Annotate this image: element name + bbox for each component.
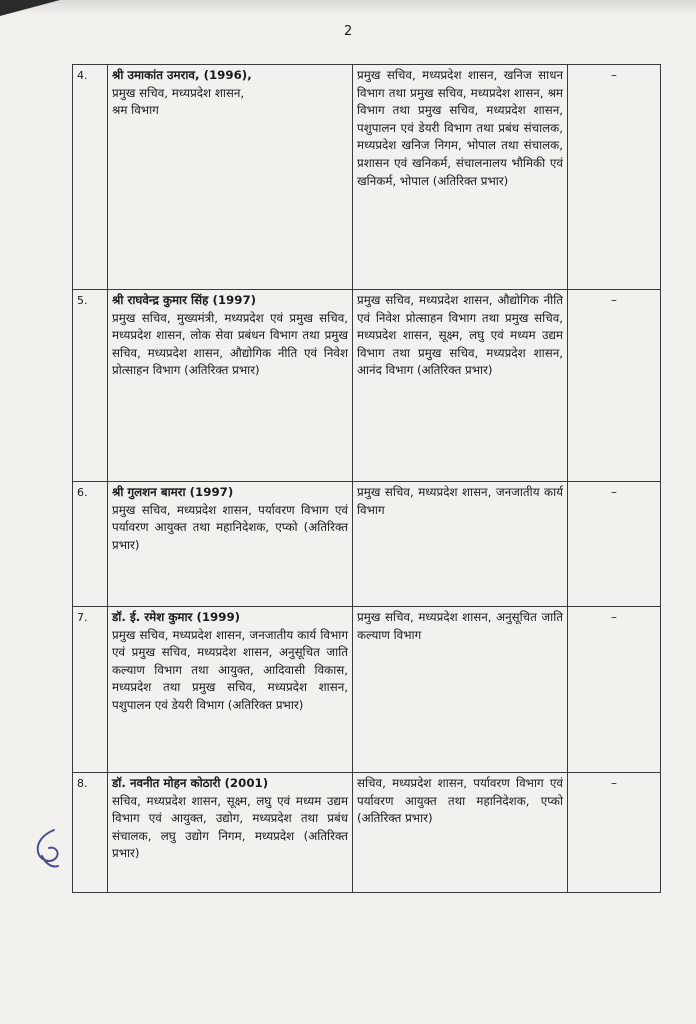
- table-row: [73, 65, 661, 290]
- serial-number: 8.: [73, 773, 108, 893]
- page-top-shadow: [0, 0, 696, 14]
- new-post-cell: प्रमुख सचिव, मध्यप्रदेश शासन, जनजातीय कार्य विभाग: [353, 482, 568, 607]
- officer-cell: [108, 773, 353, 893]
- officer-name: श्री राघवेन्द्र कुमार सिंह (1997): [112, 293, 257, 307]
- remark-cell: –: [568, 482, 661, 607]
- remark-cell: –: [568, 607, 661, 773]
- transfer-order-table: [72, 64, 661, 893]
- current-post: प्रमुख सचिव, मुख्यमंत्री, मध्यप्रदेश एवं प्रमुख सचिव, मध्यप्रदेश शासन, लोक सेवा प्रबंधन विभाग तथा प्रमुख सचिव, मध्यप्रदेश शासन, औद्योगिक नीति एवं निवेश प्रोत्साहन विभाग (अतिरिक्त प्रभार): [112, 310, 348, 378]
- remark-cell: –: [568, 65, 661, 290]
- current-post-line: प्रमुख सचिव, मध्यप्रदेश शासन,: [112, 85, 245, 100]
- current-post: सचिव, मध्यप्रदेश शासन, सूक्ष्म, लघु एवं मध्यम उद्यम विभाग एवं आयुक्त, उद्योग, मध्यप्रदेश तथा प्रबंध संचालक, लघु उद्योग निगम, मध्यप्रदेश (अतिरिक्त प्रभार): [112, 793, 348, 861]
- serial-number: 7.: [73, 607, 108, 773]
- officer-cell: [108, 65, 353, 290]
- table-row: [73, 290, 661, 482]
- new-post-cell: प्रमुख सचिव, मध्यप्रदेश शासन, खनिज साधन विभाग तथा प्रमुख सचिव, मध्यप्रदेश शासन, श्रम विभाग तथा प्रमुख सचिव, मध्यप्रदेश शासन, पशुपालन एवं डेयरी विभाग तथा प्रबंध संचालक, मध्यप्रदेश खनिज निगम, भोपाल तथा संचालक, प्रशासन एवं खनिकर्म, संचालनालय भौमिकी एवं खनिकर्म, भोपाल (अतिरिक्त प्रभार): [353, 65, 568, 290]
- officer-cell: [108, 607, 353, 773]
- serial-number: 5.: [73, 290, 108, 482]
- officer-name: डॉ. ई. रमेश कुमार (1999): [112, 610, 241, 624]
- serial-number: 6.: [73, 482, 108, 607]
- officer-cell: [108, 290, 353, 482]
- current-post-line: श्रम विभाग: [112, 103, 159, 118]
- page-corner: [0, 0, 60, 16]
- table-row: [73, 607, 661, 773]
- new-post-cell: प्रमुख सचिव, मध्यप्रदेश शासन, औद्योगिक नीति एवं निवेश प्रोत्साहन विभाग तथा प्रमुख सचिव, मध्यप्रदेश शासन, सूक्ष्म, लघु एवं मध्यम उद्यम विभाग तथा प्रमुख सचिव, मध्यप्रदेश शासन, आनंद विभाग (अतिरिक्त प्रभार): [353, 290, 568, 482]
- officer-name: डॉ. नवनीत मोहन कोठारी (2001): [112, 776, 269, 790]
- remark-cell: –: [568, 773, 661, 893]
- current-post: प्रमुख सचिव, मध्यप्रदेश शासन, पर्यावरण विभाग एवं पर्यावरण आयुक्त तथा महानिदेशक, एप्को (अतिरिक्त प्रभार): [112, 502, 348, 552]
- table-row: [73, 482, 661, 607]
- new-post-cell: सचिव, मध्यप्रदेश शासन, पर्यावरण विभाग एवं पर्यावरण आयुक्त तथा महानिदेशक, एप्को (अतिरिक्त प्रभार): [353, 773, 568, 893]
- new-post-cell: प्रमुख सचिव, मध्यप्रदेश शासन, अनुसूचित जाति कल्याण विभाग: [353, 607, 568, 773]
- officer-name: श्री उमाकांत उमराव, (1996),: [112, 68, 252, 82]
- table-row: [73, 773, 661, 893]
- margin-signature: [30, 826, 64, 872]
- officer-name: श्री गुलशन बामरा (1997): [112, 485, 234, 499]
- officer-cell: [108, 482, 353, 607]
- current-post: प्रमुख सचिव, मध्यप्रदेश शासन, जनजातीय कार्य विभाग एवं प्रमुख सचिव, मध्यप्रदेश शासन, अनुसूचित जाति कल्याण विभाग तथा आयुक्त, आदिवासी विकास, मध्यप्रदेश तथा प्रमुख सचिव, मध्यप्रदेश शासन, पशुपालन एवं डेयरी विभाग (अतिरिक्त प्रभार): [112, 627, 348, 712]
- serial-number: 4.: [73, 65, 108, 290]
- page-number: 2: [344, 24, 353, 39]
- remark-cell: –: [568, 290, 661, 482]
